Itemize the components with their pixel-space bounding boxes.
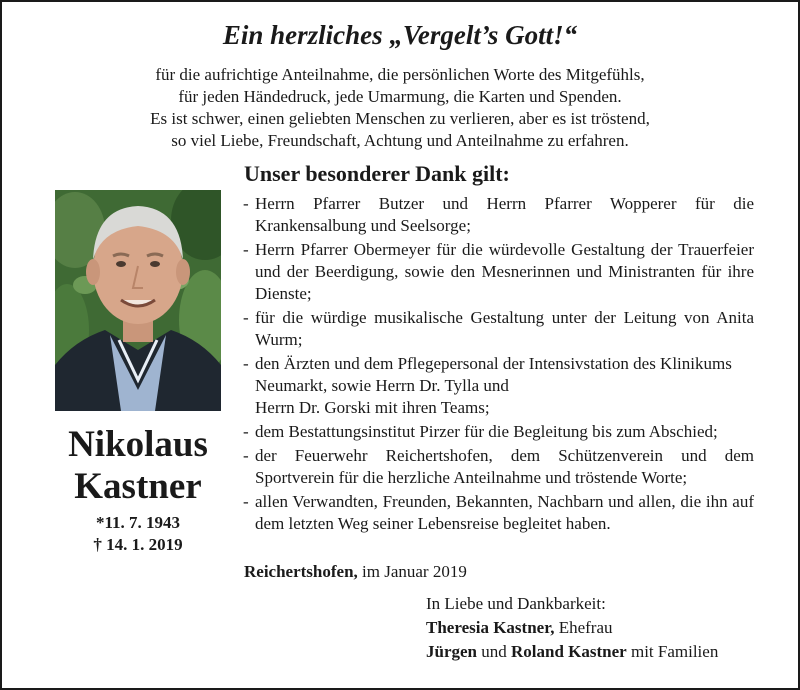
place-town: Reichertshofen, [244,562,358,581]
thanks-item-text: für die würdige musikalische Gestaltung unter der Leitung von Anita Wurm; [255,308,754,349]
signer-suffix: mit Familien [630,642,719,661]
thanks-item-continuation: Herrn Dr. Gorski mit ihren Teams; [255,398,490,417]
signer-name: Roland Kastner [511,642,627,661]
thanks-item [242,491,754,535]
first-name: Nikolaus [68,424,208,465]
thanks-item-text: den Ärzten und dem Pflegepersonal der Intensivstation des Klinikums Neumarkt, sowie Herrn Dr. Tylla und [255,354,732,395]
intro-text [60,64,740,152]
intro-line: so viel Liebe, Freundschaft, Achtung und Anteilnahme zu erfahren. [171,131,629,150]
thanks-item [242,353,754,419]
thanks-item-text: Herrn Pfarrer Obermeyer für die würdevolle Gestaltung der Trauerfeier und der Beerdigung, sowie den Mesnerinnen und Ministranten für ihre Dienste; [255,240,754,303]
last-name: Kastner [74,466,202,507]
closing-signature [426,592,718,664]
thanks-item [242,193,754,237]
signer-name: Theresia Kastner, [426,618,555,637]
thanks-item [242,239,754,305]
thanks-item [242,307,754,351]
signer-role: Ehefrau [558,618,613,637]
deceased-name [45,424,231,508]
signature-line-1 [426,616,718,640]
intro-line: für die aufrichtige Anteilnahme, die persönlichen Worte des Mitgefühls, [155,65,645,84]
thanks-item-text: allen Verwandten, Freunden, Bekannten, Nachbarn und allen, die ihn auf dem letzten Weg seiner Lebensreise begleitet haben. [255,492,754,533]
signer-name: Jürgen [426,642,477,661]
notice-title: Ein herzliches „Vergelt’s Gott!“ [222,20,578,50]
thanks-item [242,445,754,489]
thanks-list [242,193,754,537]
place-and-date [244,562,467,582]
intro-line: für jeden Händedruck, jede Umarmung, die Karten und Spenden. [178,87,622,106]
thanks-item-text: der Feuerwehr Reichertshofen, dem Schützenverein und dem Sportverein für die herzliche Anteilnahme und tröstende Worte; [255,446,754,487]
life-dates [45,512,231,556]
closing-phrase: In Liebe und Dankbarkeit: [426,594,606,613]
thanks-item-text: Herrn Pfarrer Butzer und Herrn Pfarrer Wopperer für die Krankensalbung und Seelsorge; [255,194,754,235]
thanks-item [242,421,754,443]
thanks-heading: Unser besonderer Dank gilt: [244,161,510,186]
death-date: † 14. 1. 2019 [93,535,183,554]
signature-line-2 [426,640,718,664]
birth-date: *11. 7. 1943 [95,513,181,532]
intro-line: Es ist schwer, einen geliebten Menschen zu verlieren, aber es ist tröstend, [150,109,650,128]
place-date: im Januar 2019 [362,562,467,581]
conjunction: und [481,642,507,661]
portrait-photo [55,190,221,411]
thanks-item-text: dem Bestattungsinstitut Pirzer für die Begleitung bis zum Abschied; [255,422,718,441]
